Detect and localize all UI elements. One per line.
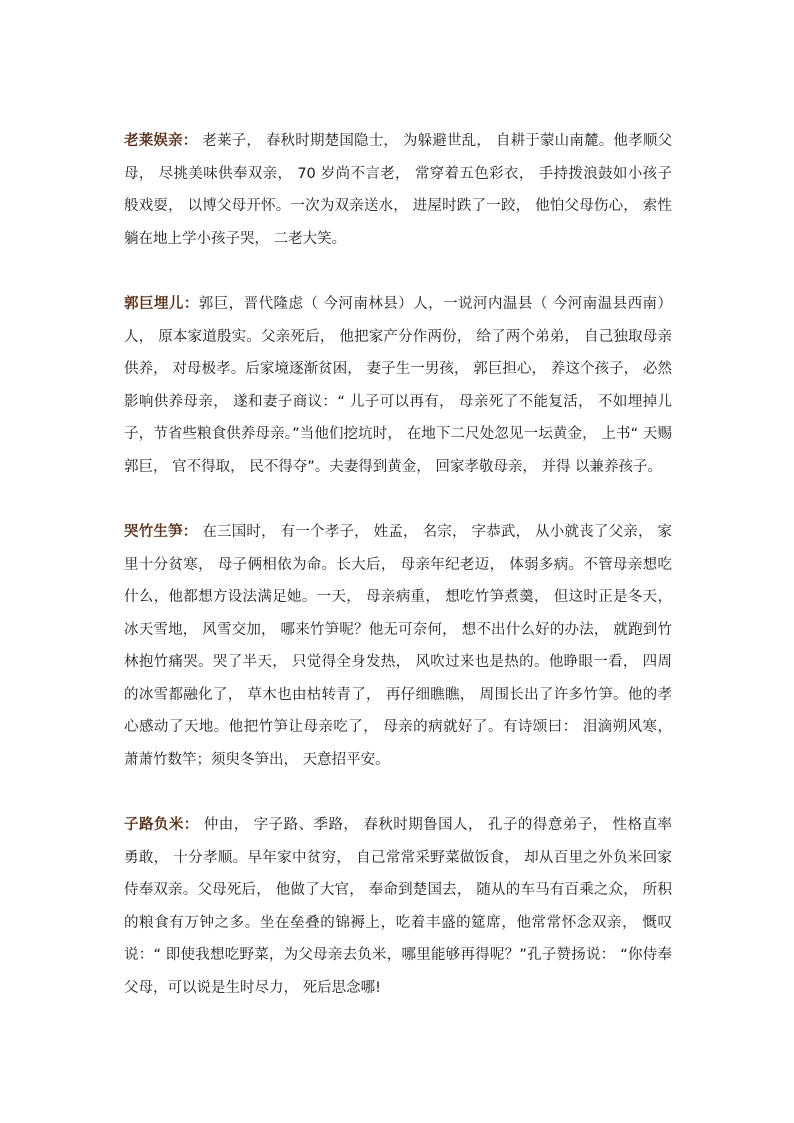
story-title: 子路负米： bbox=[124, 817, 199, 833]
story-zilu bbox=[124, 809, 672, 1004]
story-text: 仲由， 字子路、季路， 春秋时期鲁国人， 孔子的得意弟子， 性格直率 勇敢， 十分孝顺。早年家中贫穷， 自己常常采野菜做饭食， 却从百里之外负米回家侍奉双亲。父母死后， 他做了大官， 奉命到楚国去， 随从的车马有百乘之众， 所积的粮食有万钟之多。坐在垒叠的锦褥上，吃着丰盛的筵席，他常常怀念双亲， 慨叹说：“ 即使我想吃野菜，为父母亲去负米，哪里能够再得呢？”孔子赞扬说： “你侍奉父母，可以说是生时尽力， 死后思念哪! bbox=[124, 817, 673, 996]
story-laolai bbox=[124, 125, 672, 255]
story-guoju bbox=[124, 288, 672, 483]
story-text: 在三国时， 有一个孝子， 姓孟， 名宗， 字恭武， 从小就丧了父亲， 家里十分贫寒， 母子俩相依为命。长大后， 母亲年纪老迈， 体弱多病。不管母亲想吃什么，他都想方设法满足她。一天， 母亲病重， 想吃竹笋煮羹， 但这时正是冬天， 冰天雪地， 风雪交加， 哪来竹笋呢？他无可奈何， 想不出什么好的办法， 就跑到竹林抱竹痛哭。哭了半天， 只觉得全身发热， 风吹过来也是热的。他睁眼一看， 四周的冰雪都融化了， 草木也由枯转青了， 再仔细瞧瞧， 周围长出了许多竹笋。他的孝心感动了天地。他把竹笋让母亲吃了， 母亲的病就好了。有诗颂曰： 泪滴朔风寒， 萧萧竹数竿；须臾冬笋出， 天意招平安。 bbox=[124, 524, 673, 768]
story-title: 郭巨埋儿： bbox=[124, 296, 199, 312]
story-text: 郭巨，晋代隆虑（ 今河南林县）人，一说河内温县（ 今河南温县西南）人， 原本家道殷实。父亲死后， 他把家产分作两份， 给了两个弟弟， 自己独取母亲供养， 对母极孝。后家境逐渐贫困， 妻子生一男孩， 郭巨担心， 养这个孩子， 必然影响供养母亲， 遂和妻子商议：“ 儿子可以再有， 母亲死了不能复活， 不如埋掉儿子，节省些粮食供养母亲。”当他们挖坑时， 在地下二尺处忽见一坛黄金， 上书“ 天赐郭巨， 官不得取， 民不得夺”。夫妻得到黄金， 回家孝敬母亲， 并得 以兼养孩子。 bbox=[124, 296, 673, 475]
story-kuzhu bbox=[124, 516, 672, 776]
story-title: 哭竹生笋： bbox=[124, 524, 198, 540]
document-page bbox=[124, 125, 672, 1004]
story-text: 老莱子， 春秋时期楚国隐士， 为躲避世乱， 自耕于蒙山南麓。他孝顺父母， 尽挑美味供奉双亲， 70 岁尚不言老， 常穿着五色彩衣， 手持拨浪鼓如小孩子般戏耍， 以博父母开怀。一次为双亲送水， 进屋时跌了一跤， 他怕父母伤心， 索性躺在地上学小孩子哭， 二老大笑。 bbox=[124, 133, 673, 247]
story-title: 老莱娱亲： bbox=[124, 133, 198, 149]
